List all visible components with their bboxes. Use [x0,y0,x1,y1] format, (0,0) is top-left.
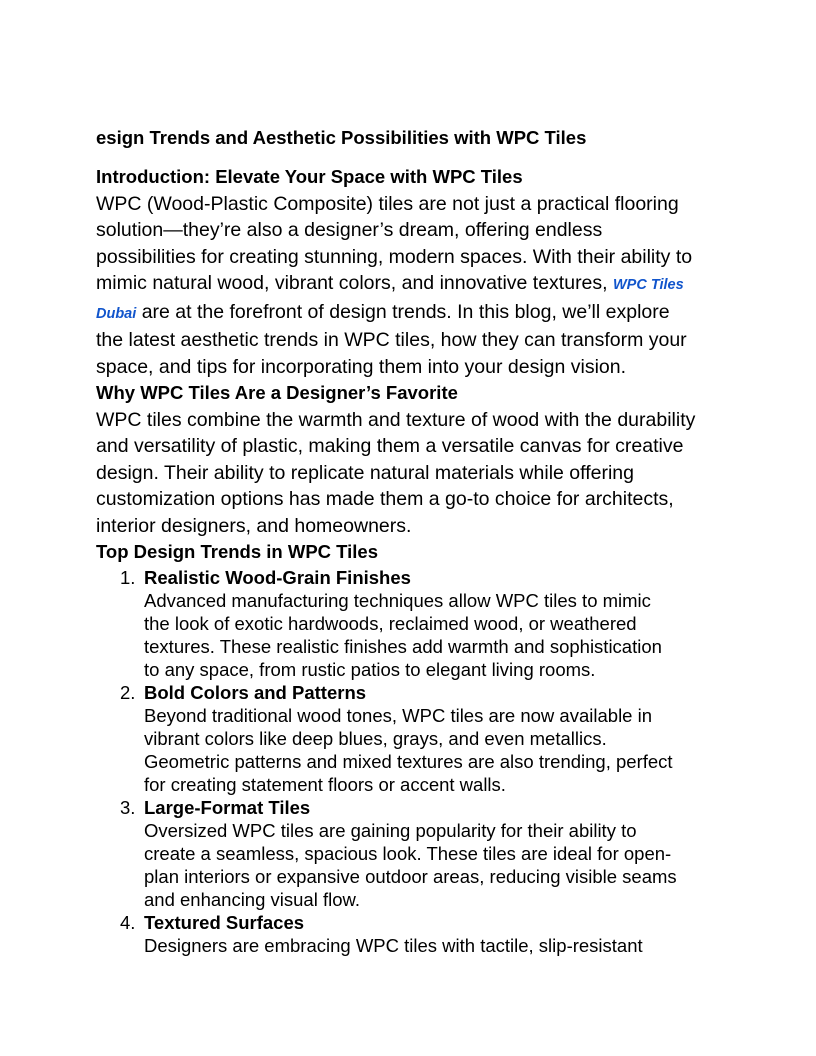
trend-description [144,704,726,796]
intro-line: WPC (Wood-Plastic Composite) tiles are not just a practical flooring [96,192,679,215]
trend-description-line: Beyond traditional wood tones, WPC tiles are now available in [144,704,653,726]
intro-line: solution—they’re also a designer’s dream, offering endless [96,219,603,241]
intro-line: possibilities for creating stunning, modern spaces. With their ability to [96,245,693,268]
why-line: customization options has made them a go-to choice for architects, [96,488,674,510]
why-line: WPC tiles combine the warmth and texture of wood with the durability [96,408,696,431]
link-text-part2[interactable]: Dubai [96,305,137,322]
why-line: interior designers, and homeowners. [96,514,412,537]
trend-title: Large-Format Tiles [144,796,311,818]
trend-description [144,589,726,681]
intro-paragraph [96,191,726,381]
trend-description-line: Geometric patterns and mixed textures are also trending, perfect [144,750,673,772]
trend-number: 1. [120,566,136,588]
document-title: esign Trends and Aesthetic Possibilities with WPC Tiles [96,127,587,148]
trend-number: 2. [120,681,136,703]
trend-description [144,819,726,911]
trend-description [144,934,726,957]
trend-title: Bold Colors and Patterns [144,681,367,703]
intro-line: the latest aesthetic trends in WPC tiles, how they can transform your [96,329,687,351]
trend-title: Realistic Wood-Grain Finishes [144,566,411,588]
trend-item [96,796,726,911]
why-line: and versatility of plastic, making them a versatile canvas for creative [96,435,684,457]
trends-heading: Top Design Trends in WPC Tiles [96,541,378,562]
trend-number: 3. [120,796,136,818]
intro-line: are at the forefront of design trends. In this blog, we’ll explore [136,300,670,323]
trend-number: 4. [120,911,136,933]
why-paragraph [96,407,726,540]
trends-list [96,566,726,957]
trend-description-line: the look of exotic hardwoods, reclaimed wood, or weathered [144,612,637,634]
why-heading: Why WPC Tiles Are a Designer’s Favorite [96,382,458,403]
trend-item [96,681,726,796]
intro-heading: Introduction: Elevate Your Space with WPC Tiles [96,166,523,187]
trend-description-line: create a seamless, spacious look. These tiles are ideal for open- [144,842,672,864]
trend-item [96,566,726,681]
link-text-part1[interactable]: WPC Tiles [613,277,684,293]
trend-description-line: to any space, from rustic patios to elegant living rooms. [144,658,596,680]
trend-description-line: vibrant colors like deep blues, grays, and even metallics. [144,727,607,749]
why-lines [96,407,726,540]
intro-line: space, and tips for incorporating them into your design vision. [96,355,627,378]
trend-description-line: Advanced manufacturing techniques allow WPC tiles to mimic [144,589,651,611]
intro-line: mimic natural wood, vibrant colors, and innovative textures, [96,272,613,294]
trend-description-line: plan interiors or expansive outdoor areas, reducing visible seams [144,865,677,887]
trend-description-line: textures. These realistic finishes add warmth and sophistication [144,635,662,657]
trend-description-line: and enhancing visual flow. [144,888,360,910]
trend-item [96,911,726,957]
document-content [96,164,726,957]
trend-description-line: Designers are embracing WPC tiles with tactile, slip-resistant [144,934,643,956]
trend-description-line: Oversized WPC tiles are gaining popularity for their ability to [144,819,637,841]
why-line: design. Their ability to replicate natural materials while offering [96,461,634,484]
trend-title: Textured Surfaces [144,911,305,933]
trend-description-line: for creating statement floors or accent walls. [144,773,506,795]
